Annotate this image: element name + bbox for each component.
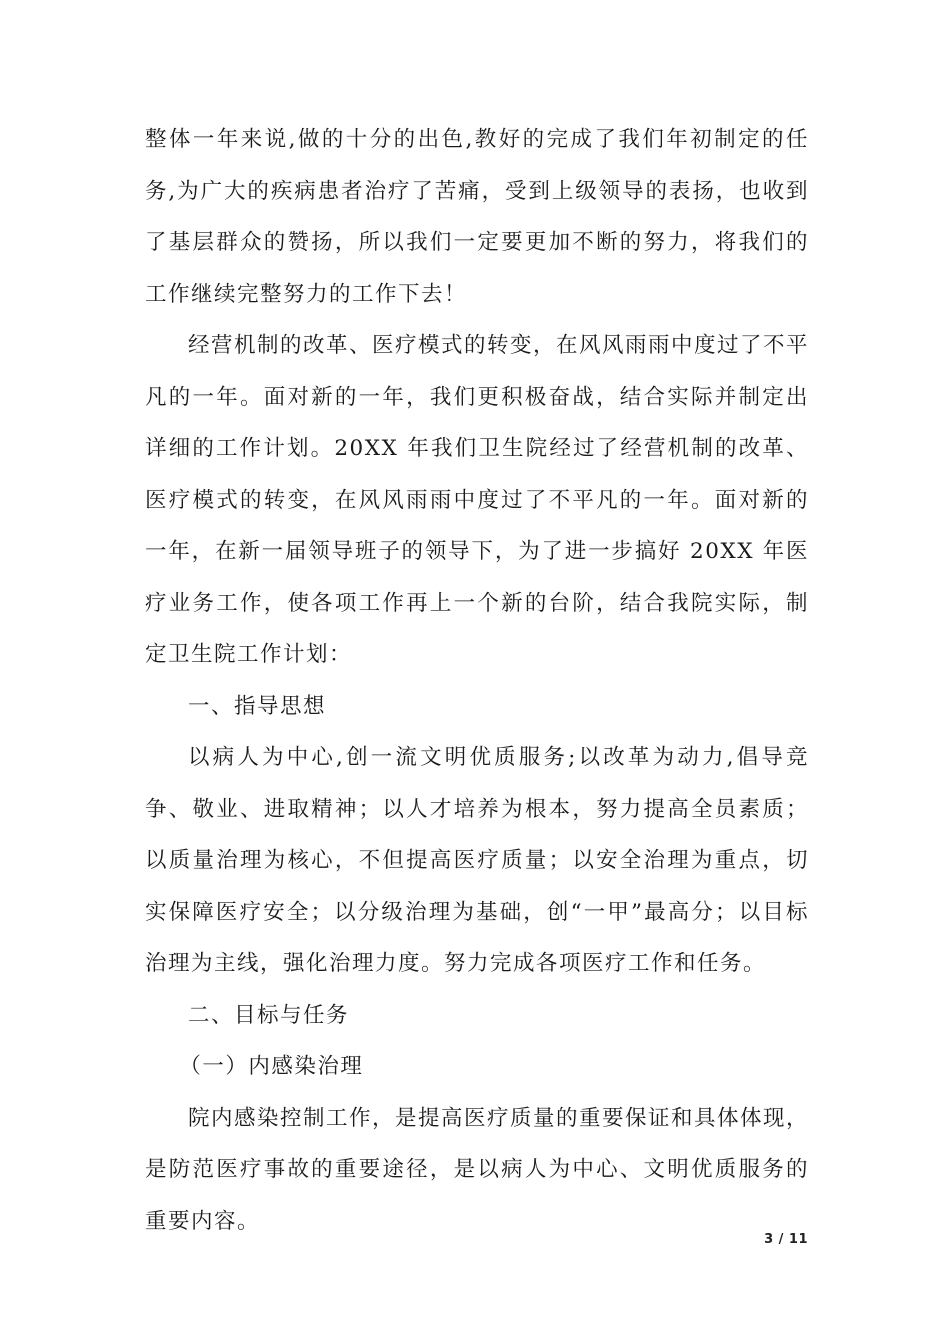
paragraph-intro: 整体一年来说,做的十分的出色,教好的完成了我们年初制定的任务,为广大的疾病患者治疗了苦痛，受到上级领导的表扬，也收到了基层群众的赞扬，所以我们一定要更加不断的努力，将我们的工作继续完整努力的工作下去！ [145, 127, 809, 307]
section-heading-goals-tasks: 二、目标与任务 [188, 1002, 350, 1028]
paragraph-guiding-ideology: 以病人为中心,创一流文明优质服务;以改革为动力,倡导竞争、敬业、进取精神；以人才培养为根本，努力提高全员素质；以质量治理为核心，不但提高医疗质量；以安全治理为重点，切实保障医疗安全；以分级治理为基础，创“一甲”最高分；以目标治理为主线，强化治理力度。努力完成各项医疗工作和任务。 [145, 745, 809, 976]
document-body [145, 114, 809, 1247]
subsection-heading-infection-control: （一）内感染治理 [179, 1054, 364, 1079]
paragraph-infection-control: 院内感染控制工作，是提高医疗质量的重要保证和具体体现，是防范医疗事故的重要途径，是以病人为中心、文明优质服务的重要内容。 [145, 1105, 810, 1234]
section-heading-guiding-ideology: 一、指导思想 [188, 693, 327, 719]
page-number: 3 / 11 [764, 1232, 808, 1247]
paragraph-reform: 经营机制的改革、医疗模式的转变，在风风雨雨中度过了不平凡的一年。面对新的一年，我们更积极奋战，结合实际并制定出详细的工作计划。20XX 年我们卫生院经过了经营机制的改革、医疗模式的转变，在风风雨雨中度过了不平凡的一年。面对新的一年，在新一届领导班子的领导下，为了进一步搞好 20XX 年医疗业务工作，使各项工作再上一个新的台阶，结合我院实际，制定卫生院工作计划： [145, 333, 810, 667]
